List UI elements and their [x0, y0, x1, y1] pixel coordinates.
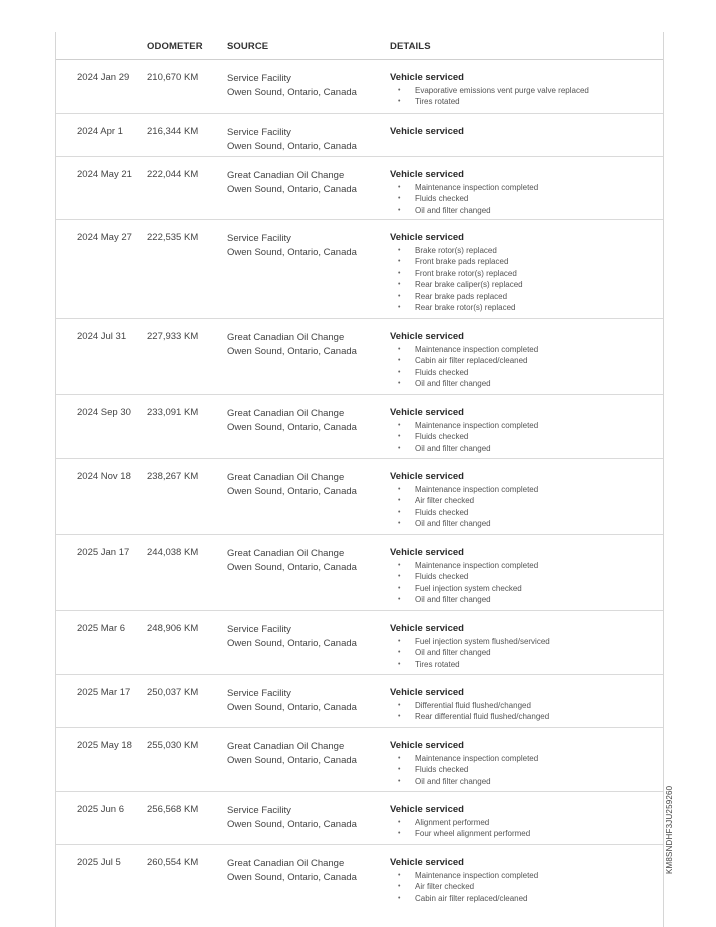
- record-odometer: 248,906 KM: [147, 623, 199, 634]
- details-list: [390, 344, 538, 390]
- record-source: [227, 687, 357, 715]
- details-list: [390, 870, 538, 904]
- record-date: 2025 Jan 17: [77, 547, 130, 558]
- source-name: Great Canadian Oil Change: [227, 408, 345, 419]
- source-location: Owen Sound, Ontario, Canada: [227, 346, 357, 357]
- record-source: [227, 547, 357, 575]
- record-source: [227, 857, 357, 885]
- record-source: [227, 407, 357, 435]
- details-item: • Oil and filter changed: [390, 594, 538, 605]
- details-list: [390, 420, 538, 454]
- details-title: Vehicle serviced: [390, 623, 464, 634]
- details-item: • Oil and filter changed: [390, 647, 550, 658]
- record-details: [390, 331, 538, 390]
- details-list: [390, 753, 538, 787]
- details-item: • Maintenance inspection completed: [390, 560, 538, 571]
- table-row: [56, 728, 663, 792]
- details-list: [390, 636, 550, 670]
- details-item: • Rear brake caliper(s) replaced: [390, 279, 523, 290]
- record-odometer: 255,030 KM: [147, 740, 199, 751]
- source-location: Owen Sound, Ontario, Canada: [227, 562, 357, 573]
- details-item: • Air filter checked: [390, 495, 538, 506]
- source-location: Owen Sound, Ontario, Canada: [227, 755, 357, 766]
- source-location: Owen Sound, Ontario, Canada: [227, 638, 357, 649]
- record-date: 2024 May 27: [77, 232, 132, 243]
- table-row: [56, 535, 663, 611]
- details-item: • Fluids checked: [390, 764, 538, 775]
- details-title: Vehicle serviced: [390, 471, 464, 482]
- details-item: • Cabin air filter replaced/cleaned: [390, 355, 538, 366]
- record-date: 2025 Jul 5: [77, 857, 121, 868]
- details-title: Vehicle serviced: [390, 740, 464, 751]
- record-source: [227, 169, 357, 197]
- source-name: Great Canadian Oil Change: [227, 332, 345, 343]
- record-odometer: 227,933 KM: [147, 331, 199, 342]
- details-list: [390, 245, 523, 313]
- record-details: [390, 740, 538, 787]
- record-details: [390, 804, 530, 840]
- record-odometer: 244,038 KM: [147, 547, 199, 558]
- record-details: [390, 232, 523, 313]
- details-item: • Brake rotor(s) replaced: [390, 245, 523, 256]
- details-title: Vehicle serviced: [390, 687, 464, 698]
- source-location: Owen Sound, Ontario, Canada: [227, 819, 357, 830]
- record-odometer: 233,091 KM: [147, 407, 199, 418]
- source-name: Service Facility: [227, 127, 291, 138]
- source-name: Great Canadian Oil Change: [227, 170, 345, 181]
- record-details: [390, 471, 538, 530]
- details-item: • Air filter checked: [390, 881, 538, 892]
- table-row: [56, 220, 663, 319]
- details-item: • Oil and filter changed: [390, 518, 538, 529]
- source-name: Great Canadian Oil Change: [227, 472, 345, 483]
- record-source: [227, 471, 357, 499]
- header-odometer: ODOMETER: [147, 41, 203, 52]
- details-item: • Evaporative emissions vent purge valve replaced: [390, 85, 589, 96]
- details-item: • Fuel injection system flushed/serviced: [390, 636, 550, 647]
- record-date: 2024 May 21: [77, 169, 132, 180]
- source-location: Owen Sound, Ontario, Canada: [227, 486, 357, 497]
- record-source: [227, 623, 357, 651]
- record-date: 2025 Mar 6: [77, 623, 126, 634]
- details-item: • Maintenance inspection completed: [390, 753, 538, 764]
- record-odometer: 250,037 KM: [147, 687, 199, 698]
- source-name: Service Facility: [227, 805, 291, 816]
- source-location: Owen Sound, Ontario, Canada: [227, 422, 357, 433]
- details-title: Vehicle serviced: [390, 126, 464, 137]
- header-source: SOURCE: [227, 41, 269, 52]
- details-item: • Maintenance inspection completed: [390, 420, 538, 431]
- record-details: [390, 687, 549, 723]
- table-row: [56, 792, 663, 845]
- record-details: [390, 547, 538, 606]
- record-date: 2024 Nov 18: [77, 471, 131, 482]
- details-item: • Fluids checked: [390, 367, 538, 378]
- details-item: • Maintenance inspection completed: [390, 870, 538, 881]
- record-details: [390, 126, 464, 138]
- record-date: 2025 May 18: [77, 740, 132, 751]
- details-title: Vehicle serviced: [390, 331, 464, 342]
- details-item: • Fuel injection system checked: [390, 583, 538, 594]
- record-odometer: 210,670 KM: [147, 72, 199, 83]
- record-details: [390, 169, 538, 216]
- details-item: • Rear differential fluid flushed/changed: [390, 711, 549, 722]
- record-details: [390, 72, 589, 108]
- source-name: Great Canadian Oil Change: [227, 548, 345, 559]
- details-item: • Maintenance inspection completed: [390, 484, 538, 495]
- details-title: Vehicle serviced: [390, 857, 464, 868]
- table-row: [56, 157, 663, 220]
- service-history-table: [55, 32, 664, 927]
- record-date: 2025 Mar 17: [77, 687, 131, 698]
- source-location: Owen Sound, Ontario, Canada: [227, 87, 357, 98]
- table-row: [56, 845, 663, 905]
- details-title: Vehicle serviced: [390, 72, 464, 83]
- source-location: Owen Sound, Ontario, Canada: [227, 247, 357, 258]
- table-row: [56, 675, 663, 728]
- table-row: [56, 60, 663, 114]
- details-title: Vehicle serviced: [390, 169, 464, 180]
- details-title: Vehicle serviced: [390, 804, 464, 815]
- record-odometer: 222,044 KM: [147, 169, 199, 180]
- details-list: [390, 85, 589, 108]
- record-odometer: 256,568 KM: [147, 804, 199, 815]
- source-name: Service Facility: [227, 73, 291, 84]
- record-source: [227, 331, 357, 359]
- record-date: 2024 Jan 29: [77, 72, 130, 83]
- details-item: • Maintenance inspection completed: [390, 344, 538, 355]
- record-details: [390, 407, 538, 454]
- details-item: • Four wheel alignment performed: [390, 828, 530, 839]
- source-name: Great Canadian Oil Change: [227, 858, 345, 869]
- table-body: [56, 60, 663, 905]
- details-item: • Tires rotated: [390, 96, 589, 107]
- source-location: Owen Sound, Ontario, Canada: [227, 184, 357, 195]
- details-title: Vehicle serviced: [390, 407, 464, 418]
- details-item: • Cabin air filter replaced/cleaned: [390, 893, 538, 904]
- details-item: • Fluids checked: [390, 193, 538, 204]
- details-list: [390, 817, 530, 840]
- details-item: • Maintenance inspection completed: [390, 182, 538, 193]
- vin-number: KM8SNDHF3JU259260: [665, 785, 674, 874]
- details-item: • Rear brake pads replaced: [390, 291, 523, 302]
- details-item: • Differential fluid flushed/changed: [390, 700, 549, 711]
- record-details: [390, 857, 538, 904]
- details-item: • Oil and filter changed: [390, 378, 538, 389]
- record-date: 2025 Jun 6: [77, 804, 125, 815]
- details-item: • Fluids checked: [390, 431, 538, 442]
- details-item: • Oil and filter changed: [390, 443, 538, 454]
- source-name: Service Facility: [227, 233, 291, 244]
- record-source: [227, 126, 357, 154]
- details-item: • Tires rotated: [390, 659, 550, 670]
- source-name: Service Facility: [227, 688, 291, 699]
- details-item: • Oil and filter changed: [390, 205, 538, 216]
- table-row: [56, 319, 663, 395]
- details-title: Vehicle serviced: [390, 232, 464, 243]
- details-item: • Front brake rotor(s) replaced: [390, 268, 523, 279]
- details-item: • Oil and filter changed: [390, 776, 538, 787]
- details-item: • Front brake pads replaced: [390, 256, 523, 267]
- record-source: [227, 72, 357, 100]
- table-row: [56, 611, 663, 675]
- details-item: • Alignment performed: [390, 817, 530, 828]
- record-date: 2024 Sep 30: [77, 407, 131, 418]
- record-date: 2024 Apr 1: [77, 126, 123, 137]
- source-location: Owen Sound, Ontario, Canada: [227, 141, 357, 152]
- record-odometer: 238,267 KM: [147, 471, 199, 482]
- record-details: [390, 623, 550, 670]
- record-source: [227, 232, 357, 260]
- header-details: DETAILS: [390, 41, 431, 52]
- record-source: [227, 804, 357, 832]
- record-date: 2024 Jul 31: [77, 331, 127, 342]
- details-list: [390, 182, 538, 216]
- source-name: Service Facility: [227, 624, 291, 635]
- source-name: Great Canadian Oil Change: [227, 741, 345, 752]
- record-odometer: 260,554 KM: [147, 857, 199, 868]
- record-odometer: 222,535 KM: [147, 232, 199, 243]
- details-list: [390, 560, 538, 606]
- details-title: Vehicle serviced: [390, 547, 464, 558]
- details-item: • Fluids checked: [390, 571, 538, 582]
- record-odometer: 216,344 KM: [147, 126, 199, 137]
- record-source: [227, 740, 357, 768]
- source-location: Owen Sound, Ontario, Canada: [227, 872, 357, 883]
- details-list: [390, 484, 538, 530]
- details-item: • Fluids checked: [390, 507, 538, 518]
- table-row: [56, 114, 663, 157]
- table-header: [56, 32, 663, 60]
- source-location: Owen Sound, Ontario, Canada: [227, 702, 357, 713]
- table-row: [56, 459, 663, 535]
- details-item: • Rear brake rotor(s) replaced: [390, 302, 523, 313]
- table-row: [56, 395, 663, 459]
- details-list: [390, 700, 549, 723]
